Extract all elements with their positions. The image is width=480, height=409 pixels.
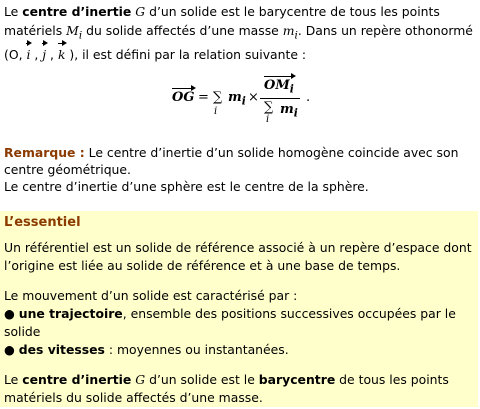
symbol-mi: $M_i$ — [66, 23, 83, 42]
vector-k: k — [57, 47, 66, 63]
fraction-bar — [260, 98, 300, 99]
symbol-g: G — [135, 4, 146, 19]
essentiel-body — [4, 239, 474, 407]
bullet-vitesses: ● des vitesses : moyennes ou instantanées. — [4, 342, 289, 357]
essentiel-box — [0, 211, 478, 407]
intro-text: Le centre d’inertie G d’un solide est le barycentre de tous les points matériels $M_i$ du solide affectés d’une masse $m_i$. Dans un repère othonormé (O, i , j , k ), il est défini par la relation suivante : — [4, 4, 473, 63]
essentiel-paragraph-2: Le mouvement d’un solide est caractérisé par : — [4, 288, 298, 303]
times-sign: × — [248, 90, 259, 105]
essentiel-paragraph-1: Un référentiel est un solide de référence associé à un repère d’espace dont l’origine est liée au solide de référence et à une base de temps. — [4, 240, 472, 273]
text: ), il est défini par la relation suivante : — [65, 47, 307, 63]
text: d’un solide est le barycentre de tous les points matériels — [4, 4, 440, 38]
vector-i: i — [26, 47, 31, 63]
text: . Dans un repère othonormé (O, — [4, 23, 473, 63]
bullet-icon: ● — [4, 342, 15, 357]
symbol-m: $m_i$ — [282, 23, 298, 42]
vector-omi: $OM_i$ — [264, 78, 294, 96]
denominator-sum: ∑ — [264, 100, 274, 115]
symbol-mi: $m_i$ — [228, 90, 246, 108]
remarque-label: Remarque : — [4, 145, 85, 160]
bullet-icon: ● — [4, 306, 15, 321]
remarque-line-2: Le centre d’inertie d’une sphère est le centre de la sphère. — [4, 179, 369, 194]
vector-j: j — [42, 47, 47, 63]
term-centre-inertie: centre d’inertie — [22, 4, 132, 19]
text: du solide affectés d’une masse — [82, 23, 283, 38]
bullet-trajectoire: ● une trajectoire, ensemble des positions successives occupées par le solide — [4, 306, 456, 339]
essentiel-paragraph-3: Le centre d’inertie G d’un solide est le barycentre de tous les points matériels du solide affectés d’une masse. — [4, 372, 449, 405]
essentiel-title: L’essentiel — [4, 215, 81, 230]
text: Le — [4, 4, 23, 19]
remarque-line-1: Le centre d’inertie d’un solide homogène coincide avec son centre géométrique. — [4, 145, 459, 177]
denominator-mi: $m_i$ — [280, 102, 298, 120]
equals-sum: = ∑ — [198, 90, 223, 105]
remarque-section — [4, 144, 476, 195]
inertia-formula: OG = ∑ i $m_i$ × $OM_i$ ∑ i $m_i$ . — [172, 78, 311, 125]
vector-og: OG — [172, 90, 195, 105]
